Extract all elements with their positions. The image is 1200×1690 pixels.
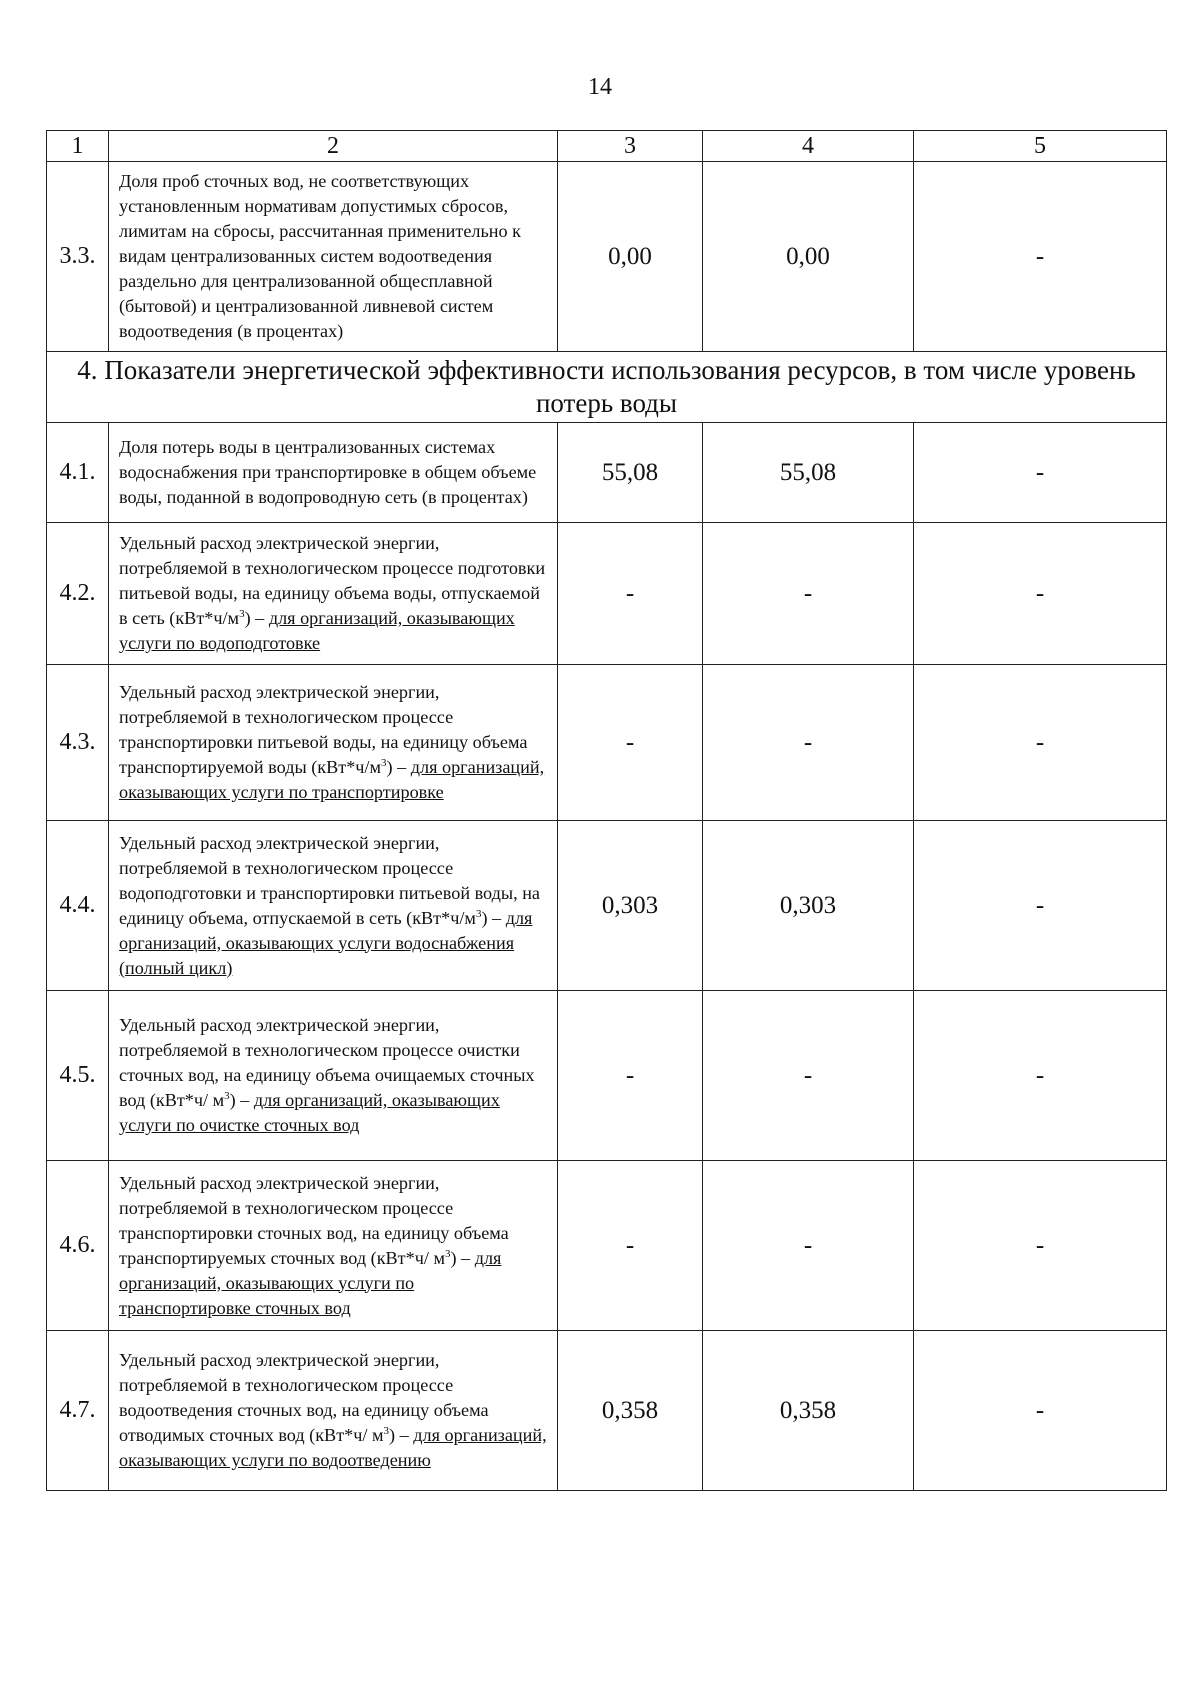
row-value-col4: 55,08: [703, 423, 914, 523]
row-value-col4: 0,00: [703, 162, 914, 352]
row-value-col5: -: [914, 821, 1167, 991]
row-value-col4: -: [703, 991, 914, 1161]
table-row: [47, 991, 1167, 1161]
row-number: 3.3.: [47, 162, 109, 352]
row-number: 4.7.: [47, 1331, 109, 1491]
row-value-col5: -: [914, 523, 1167, 665]
indicators-table: [46, 130, 1167, 1491]
row-value-col5: -: [914, 1331, 1167, 1491]
table-row: [47, 423, 1167, 523]
row-value-col4: 0,303: [703, 821, 914, 991]
header-col-4: 4: [703, 131, 914, 162]
row-value-col5: -: [914, 1161, 1167, 1331]
row-value-col3: 55,08: [558, 423, 703, 523]
row-number: 4.6.: [47, 1161, 109, 1331]
row-value-col3: -: [558, 665, 703, 821]
row-value-col5: -: [914, 665, 1167, 821]
row-number: 4.1.: [47, 423, 109, 523]
row-value-col3: -: [558, 523, 703, 665]
row-description: Удельный расход электрической энергии, потребляемой в технологическом процессе водоподготовки и транспортировки питьевой воды, на единицу объема, отпускаемой в сеть $(кВт*ч/м^3)$ – для организаций, оказывающих услуги водоснабжения (полный цикл): [109, 821, 558, 991]
table-row: [47, 162, 1167, 352]
row-description: Доля проб сточных вод, не соответствующих установленным нормативам допустимых сбросов, лимитам на сбросы, рассчитанная применительно к видам централизованных систем водоотведения раздельно для централизованной общесплавной (бытовой) и централизованной ливневой систем водоотведения (в процентах): [109, 162, 558, 352]
row-number: 4.3.: [47, 665, 109, 821]
row-description: Удельный расход электрической энергии, потребляемой в технологическом процессе транспортировки сточных вод, на единицу объема транспортируемых сточных вод (кВт*ч/ $м^3$) – для организаций, оказывающих услуги по транспортировке сточных вод: [109, 1161, 558, 1331]
row-value-col3: 0,00: [558, 162, 703, 352]
row-value-col3: 0,358: [558, 1331, 703, 1491]
row-description: Удельный расход электрической энергии, потребляемой в технологическом процессе очистки сточных вод, на единицу объема очищаемых сточных вод (кВт*ч/ $м^3$) – для организаций, оказывающих услуги по очистке сточных вод: [109, 991, 558, 1161]
row-description: Удельный расход электрической энергии, потребляемой в технологическом процессе подготовки питьевой воды, на единицу объема воды, отпускаемой в сеть $(кВт*ч/м^3)$ – для организаций, оказывающих услуги по водоподготовке: [109, 523, 558, 665]
row-value-col4: -: [703, 665, 914, 821]
table-row: [47, 821, 1167, 991]
table-row: [47, 665, 1167, 821]
header-col-2: 2: [109, 131, 558, 162]
row-value-col4: -: [703, 523, 914, 665]
header-col-3: 3: [558, 131, 703, 162]
row-number: 4.4.: [47, 821, 109, 991]
row-description: Удельный расход электрической энергии, потребляемой в технологическом процессе транспортировки питьевой воды, на единицу объема транспортируемой воды $(кВт*ч/м^3)$ – для организаций, оказывающих услуги по транспортировке: [109, 665, 558, 821]
table-row: [47, 523, 1167, 665]
row-value-col5: -: [914, 423, 1167, 523]
section-row: [47, 352, 1167, 423]
table-row: [47, 1331, 1167, 1491]
header-col-1: 1: [47, 131, 109, 162]
table-row: [47, 1161, 1167, 1331]
row-value-col3: -: [558, 1161, 703, 1331]
row-value-col5: -: [914, 162, 1167, 352]
row-value-col5: -: [914, 991, 1167, 1161]
row-value-col4: -: [703, 1161, 914, 1331]
header-col-5: 5: [914, 131, 1167, 162]
row-value-col3: -: [558, 991, 703, 1161]
row-value-col4: 0,358: [703, 1331, 914, 1491]
row-description: Удельный расход электрической энергии, потребляемой в технологическом процессе водоотведения сточных вод, на единицу объема отводимых сточных вод (кВт*ч/ $м^3$) – для организаций, оказывающих услуги по водоотведению: [109, 1331, 558, 1491]
page-number: 14: [588, 74, 612, 100]
row-value-col3: 0,303: [558, 821, 703, 991]
row-number: 4.2.: [47, 523, 109, 665]
section-title: 4. Показатели энергетической эффективности использования ресурсов, в том числе уровень потерь воды: [47, 352, 1167, 423]
row-number: 4.5.: [47, 991, 109, 1161]
table-header-row: [47, 131, 1167, 162]
row-description: Доля потерь воды в централизованных системах водоснабжения при транспортировке в общем объеме воды, поданной в водопроводную сеть (в процентах): [109, 423, 558, 523]
